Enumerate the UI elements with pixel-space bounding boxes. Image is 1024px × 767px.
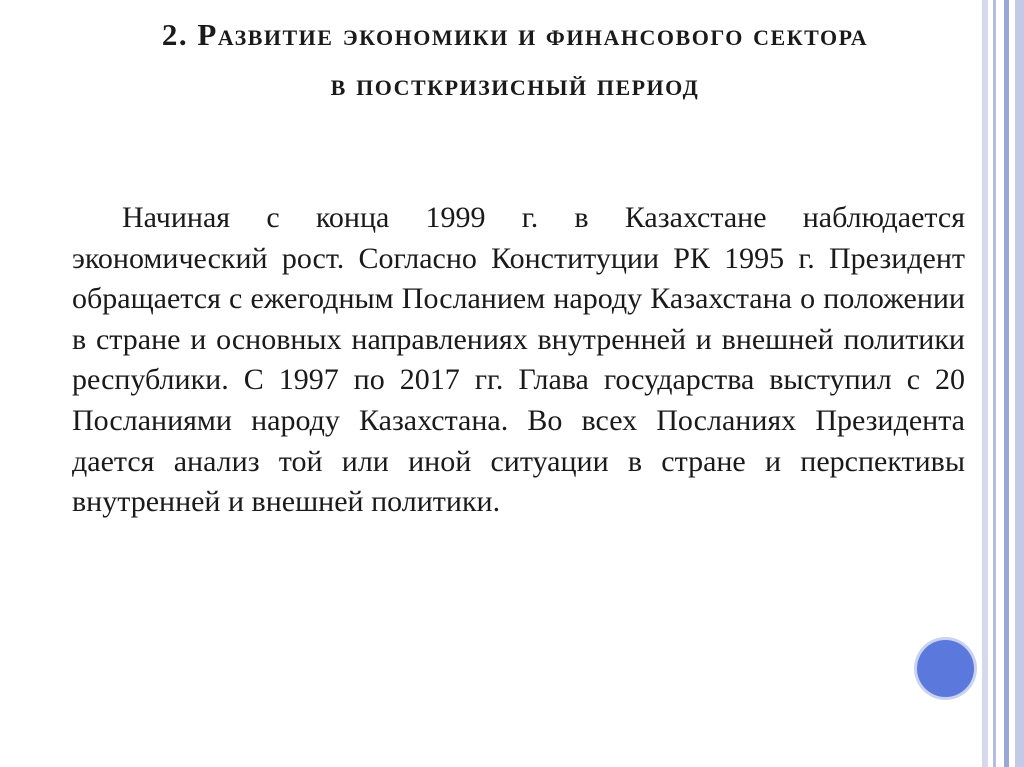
slide-body-text: Начиная с конца 1999 г. в Казахстане наблюдается экономический рост. Согласно Конституции РК 1995 г. Президент обращается с ежегодным Посланием народу Казахстана о положении в стране и основных направлениях внутренней и внешней политики республики. С 1997 по 2017 гг. Глава государства выступил с 20 Посланиями народу Казахстана. Во всех Посланиях Президента дается анализ той или иной ситуации в стране и перспективы внутренней и внешней политики. [72,201,965,519]
stripe [1015,0,1024,767]
decorative-circle-icon [917,640,974,697]
slide-title: 2. Развитие экономики и финансового сектора в посткризисный период [161,17,869,102]
stripe [996,0,1004,767]
decorative-side-stripes [982,0,1024,767]
